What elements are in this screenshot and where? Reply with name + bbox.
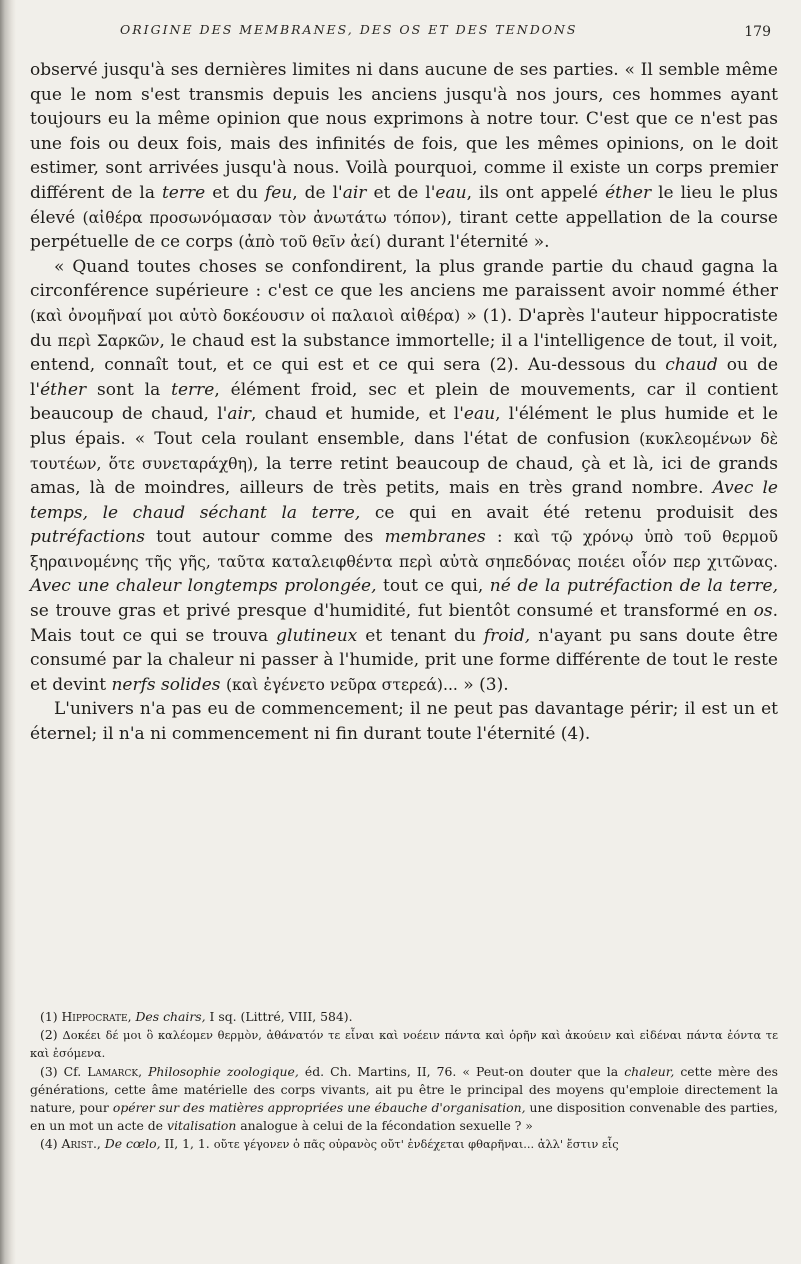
text-run: : bbox=[485, 527, 514, 548]
text-run: tout autour comme des bbox=[144, 527, 385, 548]
text-run: . Mais tout ce qui se trouva bbox=[30, 601, 778, 646]
text-run: et tenant du bbox=[357, 625, 484, 646]
text-run: , l'élément le plus humide et le plus épais. « Tout cela roulant ensemble, dans l'état de confusion bbox=[30, 404, 779, 449]
greek-quote: (κυκλεομένων δὲ τουτέων, ὅτε συνεταράχθη) bbox=[30, 428, 779, 473]
italic-phrase: Avec une chaleur longtemps prolongée, bbox=[30, 576, 377, 597]
footnote-1 bbox=[30, 1008, 778, 1026]
footnote-text: une disposition convenable des parties, en un mot un acte de bbox=[30, 1100, 778, 1134]
italic-term: air bbox=[227, 404, 252, 425]
footnote-4 bbox=[30, 1135, 778, 1153]
footnote-2 bbox=[30, 1026, 778, 1062]
footnote-number: (4) bbox=[40, 1136, 62, 1152]
text-run: le lieu le plus élevé bbox=[30, 182, 779, 228]
footnote-3 bbox=[30, 1063, 778, 1136]
text-run: ce qui en avait été retenu produisit des bbox=[360, 502, 779, 523]
footnote-number: (1) bbox=[40, 1009, 62, 1024]
text-run: durant l'éternité ». bbox=[381, 232, 550, 253]
paragraph-1 bbox=[30, 58, 778, 255]
italic-term: eau bbox=[463, 404, 496, 425]
footnote-text: II, 1, 1. bbox=[160, 1136, 214, 1152]
footnote-greek: οὔτε γέγονεν ὁ πᾶς οὐρανὸς οὔτ' ἐνδέχεται φθαρῆναι... ἀλλ' ἔστιν εἷς bbox=[213, 1137, 619, 1152]
text-run: ou de l' bbox=[30, 355, 779, 400]
footnote-text: analogue à celui de la fécondation sexuelle ? » bbox=[236, 1118, 533, 1134]
footnote-author: Lamarck, bbox=[87, 1063, 143, 1079]
italic-term: putréfactions bbox=[30, 527, 145, 548]
text-run: , élément froid, sec et plein de mouvements, car il contient beaucoup de chaud, l' bbox=[30, 379, 778, 425]
italic-term: terre bbox=[161, 182, 206, 203]
footnote-number: (2) bbox=[40, 1027, 63, 1043]
greek-quote: καὶ τῷ χρόνῳ ὑπὸ τοῦ θερμοῦ ξηραινομένης τῆς γῆς, ταῦτα καταλειφθέντα περὶ αὐτὰ σηπεδόνας ποιέει οἷόν περ χιτῶνας. bbox=[30, 527, 778, 571]
greek-quote: (καὶ ἐγένετο νεῦρα στερεά)... bbox=[225, 674, 458, 694]
footnote-author: Hippocrate, bbox=[61, 1009, 132, 1024]
italic-term: terre bbox=[171, 379, 215, 400]
greek-quote: (αἰθέρα προσωνόμασαν τὸν ἀνωτάτω τόπον) bbox=[82, 207, 447, 227]
footnote-text: I sq. (Littré, VIII, 584). bbox=[205, 1009, 353, 1024]
italic-term: eau bbox=[435, 182, 467, 203]
book-spine-shadow bbox=[0, 0, 16, 1264]
text-run: , ils ont appelé bbox=[466, 182, 606, 203]
italic-phrase: né de la putréfaction de la terre, bbox=[489, 576, 778, 597]
footnote-title: Des chairs, bbox=[135, 1009, 206, 1024]
paragraph-2 bbox=[30, 255, 778, 698]
footnote-italic: opérer sur des matières appropriées une ébauche d'organisation, bbox=[112, 1100, 526, 1116]
paragraph-3: L'univers n'a pas eu de commencement; il ne peut pas davantage périr; il est un et éternel; il n'a ni commencement ni fin durant toute l'éternité (4). bbox=[30, 699, 778, 745]
italic-term: air bbox=[342, 182, 367, 203]
text-run: observé jusqu'à ses dernières limites ni dans aucune de ses parties. « Il semble même que le nom s'est transmis depuis les anciens jusqu'à nos jours, ces hommes ayant toujours eu la même opinion que nous exprimons à notre tour. C'est que ce n'est pas une fois ou deux fois, mais des infinités de fois, que les mêmes opinions, on le doit estimer, sont arrivées jusqu'à nous. Voilà pourquoi, comme il existe un corps premier différent de la bbox=[30, 60, 778, 203]
footnote-text: éd. Ch. Martins, II, 76. « Peut-on douter que la bbox=[298, 1063, 625, 1079]
greek-quote: (καὶ ὀνομῆναί μοι αὐτὸ δοκέουσιν οἱ παλαιοὶ αἰθέρα) bbox=[30, 305, 461, 325]
footnote-greek: Δοκέει δέ μοι ὃ καλέομεν θερμὸν, ἀθάνατόν τε εἶναι καὶ νοέειν πάντα καὶ ὁρῆν καὶ ἀκούειν καὶ εἰδέναι πάντα ἐόντα τε καὶ ἐσόμενα. bbox=[30, 1028, 778, 1061]
footnotes bbox=[30, 1008, 778, 1154]
italic-term: glutineux bbox=[276, 625, 358, 646]
text-run: « Quand toutes choses se confondirent, la plus grande partie du chaud gagna la circonférence supérieure : c'est ce que les anciens me paraissent avoir nommé éther bbox=[30, 256, 778, 302]
text-run: , le chaud est la substance immortelle; il a l'intelligence de tout, il voit, entend, connaît tout, et ce qui est et ce qui sera (2). Au-dessous du bbox=[30, 330, 779, 376]
italic-term: froid, bbox=[483, 625, 531, 646]
text-run: , tirant cette appellation de la course perpétuelle de ce corps bbox=[30, 207, 778, 253]
text-run: , la terre retint beaucoup de chaud, çà et là, ici de grands amas, là de moindres, ailleurs de très petits, mais en très grand nombre. bbox=[30, 453, 778, 499]
italic-term: feu bbox=[264, 182, 293, 203]
italic-term: membranes bbox=[384, 527, 486, 548]
page-header bbox=[30, 22, 775, 48]
italic-term: os bbox=[753, 601, 773, 622]
text-run: et du bbox=[205, 182, 265, 203]
running-head: ORIGINE DES MEMBRANES, DES OS ET DES TENDONS bbox=[120, 22, 578, 37]
text-run: , de l' bbox=[292, 182, 343, 203]
footnote-title: De cœlo, bbox=[104, 1136, 161, 1152]
italic-phrase: Avec le temps, le chaud séchant la terre, bbox=[30, 478, 778, 523]
text-run: » (1). D'après l'auteur hippocratiste du bbox=[30, 305, 778, 351]
greek-title: περὶ Σαρκῶν bbox=[57, 330, 160, 350]
text-run: » (3). bbox=[457, 674, 509, 695]
footnote-number: (3) Cf. bbox=[40, 1063, 88, 1079]
footnote-author: Arist., bbox=[61, 1136, 101, 1152]
footnote-italic: vitalisation bbox=[166, 1118, 237, 1134]
italic-term: nerfs solides bbox=[111, 674, 221, 695]
page-number: 179 bbox=[744, 24, 771, 40]
text-run: se trouve gras et privé presque d'humidité, fut bientôt consumé et transformé en bbox=[30, 601, 754, 622]
text-run: , chaud et humide, et l' bbox=[251, 404, 464, 425]
text-run: tout ce qui, bbox=[376, 576, 490, 597]
footnote-text: cette mère des générations, cette âme matérielle des corps vivants, ait pu être le principal des moyens qu'emploie directement la nature, pour bbox=[30, 1063, 778, 1116]
text-run: sont la bbox=[86, 379, 172, 400]
body-text bbox=[30, 58, 778, 747]
footnote-italic: chaleur, bbox=[624, 1063, 675, 1079]
greek-quote: (ἀπὸ τοῦ θεῖν ἀεί) bbox=[238, 232, 382, 252]
italic-term: éther bbox=[40, 379, 87, 400]
text-run: et de l' bbox=[366, 182, 436, 203]
text-run: n'ayant pu sans doute être consumé par la chaleur ni passer à l'humide, prit une forme différente de tout le reste et devint bbox=[30, 625, 778, 695]
footnote-title: Philosophie zoologique, bbox=[148, 1063, 299, 1079]
italic-term: chaud bbox=[665, 355, 718, 376]
italic-term: éther bbox=[605, 182, 652, 203]
